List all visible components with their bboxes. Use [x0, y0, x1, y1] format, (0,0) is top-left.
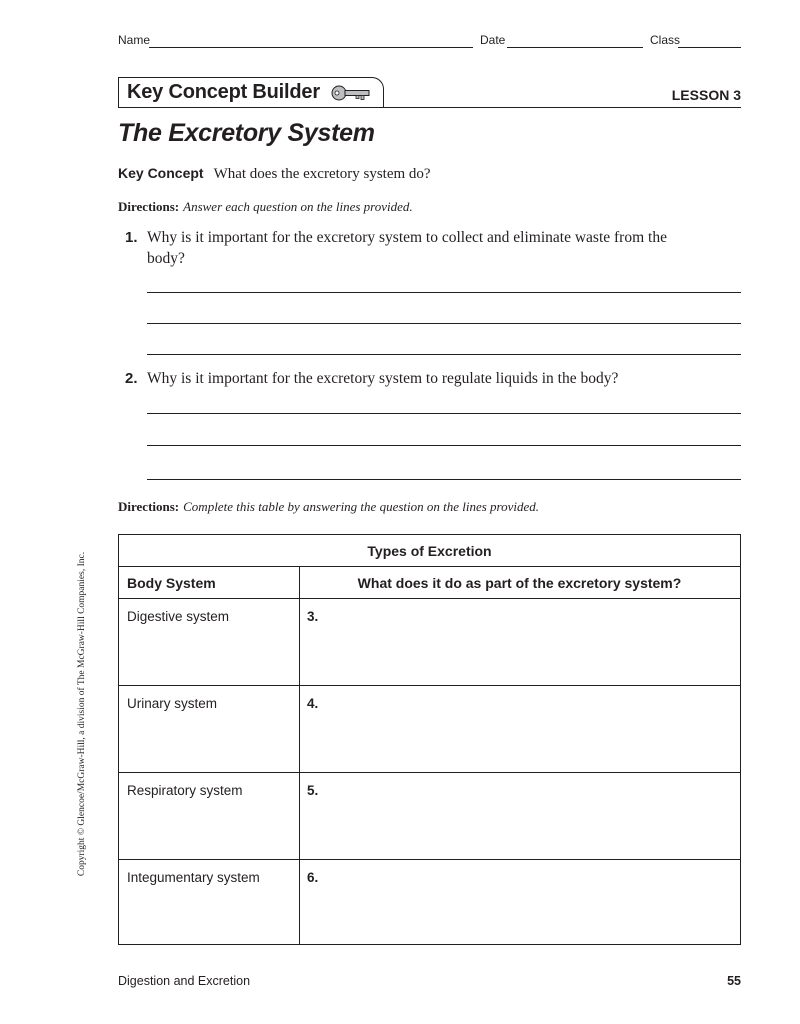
- directions-text: Complete this table by answering the question on the lines provided.: [183, 499, 540, 514]
- table-row: [119, 860, 740, 947]
- directions-label: Directions:: [118, 199, 180, 214]
- table-row: [119, 599, 740, 686]
- answer-cell-number[interactable]: 5.: [307, 783, 319, 798]
- directions-table: [118, 498, 539, 516]
- key-concept-builder-tab: [118, 77, 384, 107]
- answer-line[interactable]: [147, 413, 741, 414]
- table-header-row: [119, 567, 740, 599]
- question-number: 1.: [125, 229, 138, 246]
- table-title: Types of Excretion: [119, 535, 740, 567]
- question-number: 2.: [125, 370, 138, 387]
- lesson-label: LESSON 3: [671, 87, 741, 103]
- answer-cell-number[interactable]: 4.: [307, 696, 319, 711]
- key-concept: [118, 165, 431, 183]
- answer-cell-number[interactable]: 6.: [307, 870, 319, 885]
- key-concept-label: Key Concept: [118, 165, 204, 181]
- footer-unit: Digestion and Excretion: [118, 974, 251, 988]
- body-system-cell: Respiratory system: [127, 783, 243, 798]
- question-text: [147, 227, 741, 269]
- directions-answer: [118, 198, 413, 216]
- answer-cell-number[interactable]: 3.: [307, 609, 319, 624]
- table-row: [119, 686, 740, 773]
- body-system-cell: Urinary system: [127, 696, 218, 711]
- date-label: Date: [480, 33, 506, 47]
- page-number: 55: [727, 974, 741, 988]
- answer-line[interactable]: [147, 445, 741, 446]
- answer-line[interactable]: [147, 292, 741, 293]
- table-row: [119, 773, 740, 860]
- excretion-table: [118, 534, 741, 945]
- name-label: Name: [118, 33, 151, 47]
- question-text-line: body?: [147, 250, 185, 267]
- question-text: Why is it important for the excretory system to regulate liquids in the body?: [147, 370, 619, 387]
- banner-rule: [118, 107, 741, 108]
- class-field[interactable]: [678, 34, 741, 48]
- answer-line[interactable]: [147, 479, 741, 480]
- directions-text: Answer each question on the lines provided.: [183, 199, 413, 214]
- column-header-body-system: Body System: [127, 575, 216, 591]
- key-concept-question: What does the excretory system do?: [213, 166, 431, 182]
- name-field[interactable]: [149, 34, 473, 48]
- column-header-function: What does it do as part of the excretory system?: [357, 575, 682, 591]
- directions-label: Directions:: [118, 499, 180, 514]
- date-field[interactable]: [507, 34, 643, 48]
- page-title: The Excretory System: [118, 119, 375, 147]
- answer-line[interactable]: [147, 354, 741, 355]
- body-system-cell: Integumentary system: [127, 870, 260, 885]
- question-text-line: Why is it important for the excretory system to collect and eliminate waste from the: [147, 229, 667, 246]
- copyright-notice: Copyright © Glencoe/McGraw-Hill, a division of The McGraw-Hill Companies, Inc.: [77, 551, 87, 877]
- answer-line[interactable]: [147, 323, 741, 324]
- class-label: Class: [650, 33, 681, 47]
- body-system-cell: Digestive system: [127, 609, 230, 624]
- column-divider: [299, 567, 300, 944]
- key-icon: [331, 84, 371, 107]
- banner-title: Key Concept Builder: [127, 81, 320, 103]
